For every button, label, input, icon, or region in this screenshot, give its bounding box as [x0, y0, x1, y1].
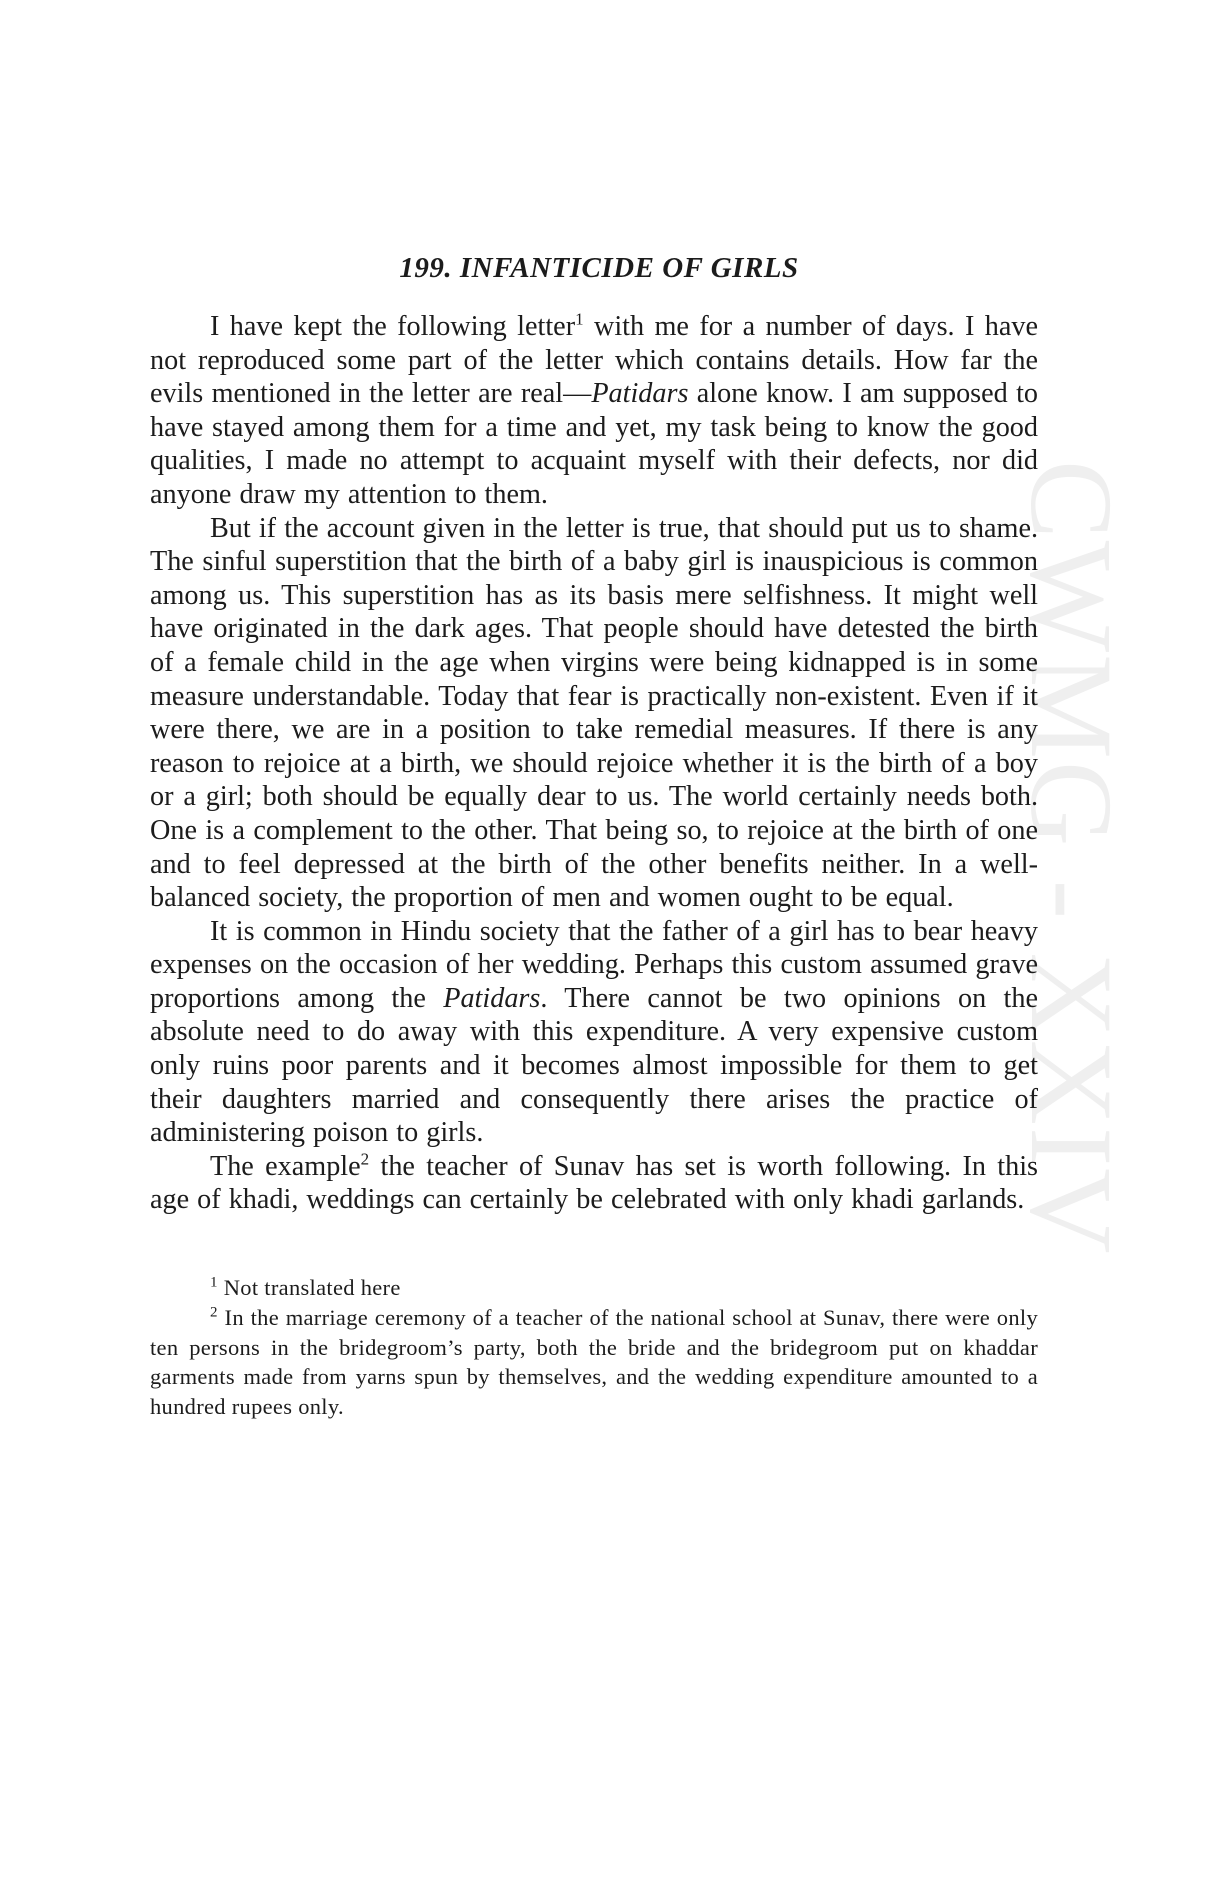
paragraph-1-text-b: with me for a number of days. I have not reproduced some part of the letter which contains details. How far the evils mentioned in the letter are real—: [150, 311, 1038, 410]
paragraph-1-text-a: I have kept the following letter: [210, 311, 576, 342]
paragraph-1-italic: Patidars: [591, 378, 689, 410]
paragraph-1: [150, 310, 1038, 512]
article-title: 199. INFANTICIDE OF GIRLS: [399, 252, 799, 284]
footnote-2-marker: 2: [210, 1304, 218, 1321]
footnote-2: [150, 1303, 1038, 1422]
footnote-1-text: Not translated here: [217, 1275, 401, 1301]
footnote-ref-1: 1: [575, 309, 584, 329]
paragraph-3-italic: Patidars: [443, 982, 541, 1014]
footnote-ref-2: 2: [360, 1149, 370, 1169]
paragraph-4: [150, 1150, 1038, 1217]
paragraph-3: [150, 915, 1038, 1150]
footnote-2-text: In the marriage ceremony of a teacher of the national school at Sunav, there were only ten persons in the bridegroom’s party, both the bride and the bridegroom put on khaddar garments made from yarns spun by themselves, and the wedding expenditure amounted to a hundred rupees only.: [150, 1304, 1038, 1420]
document-content: [150, 248, 1038, 1422]
footnotes: [150, 1273, 1038, 1422]
paragraph-3-text-b: . There cannot be two opinions on the absolute need to do away with this expenditure. A very expensive custom only ruins poor parents and it becomes almost impossible for them to get their daughters married and consequently there arises the practice of administering poison to girls.: [150, 982, 1038, 1149]
paragraph-2: But if the account given in the letter is true, that should put us to shame. The sinful superstition that the birth of a baby girl is inauspicious is common among us. This superstition has as its basis mere selfishness. It might well have originated in the dark ages. That people should have detested the birth of a female child in the age when virgins were being kidnapped is in some measure understandable. Today that fear is practically non-existent. Even if it were there, we are in a position to take remedial measures. If there is any reason to rejoice at a birth, we should rejoice whether it is the birth of a boy or a girl; both should be equally dear to us. The world certainly needs both. One is a complement to the other. That being so, to rejoice at the birth of one and to feel depressed at the birth of the other benefits neither. In a well-balanced society, the proportion of men and women ought to be equal.: [150, 512, 1038, 914]
paragraph-4-text-a: The example: [210, 1150, 361, 1182]
paragraph-1-text-c: alone know. I am supposed to have stayed among them for a time and yet, my task being to know the good qualities, I made no attempt to acquaint myself with their defects, nor did anyone draw my attention to them.: [150, 378, 1038, 510]
paragraph-3-text-a: It is common in Hindu society that the father of a girl has to bear heavy expenses on the occasion of her wedding. Perhaps this custom assumed grave proportions among the: [150, 915, 1038, 1014]
footnote-1-marker: 1: [210, 1274, 218, 1291]
footnote-1: [150, 1273, 1038, 1303]
paragraph-4-text-b: the teacher of Sunav has set is worth following. In this age of khadi, weddings can certainly be celebrated with only khadi garlands.: [150, 1150, 1038, 1216]
watermark: CWMG - XXIV: [1006, 460, 1137, 1256]
